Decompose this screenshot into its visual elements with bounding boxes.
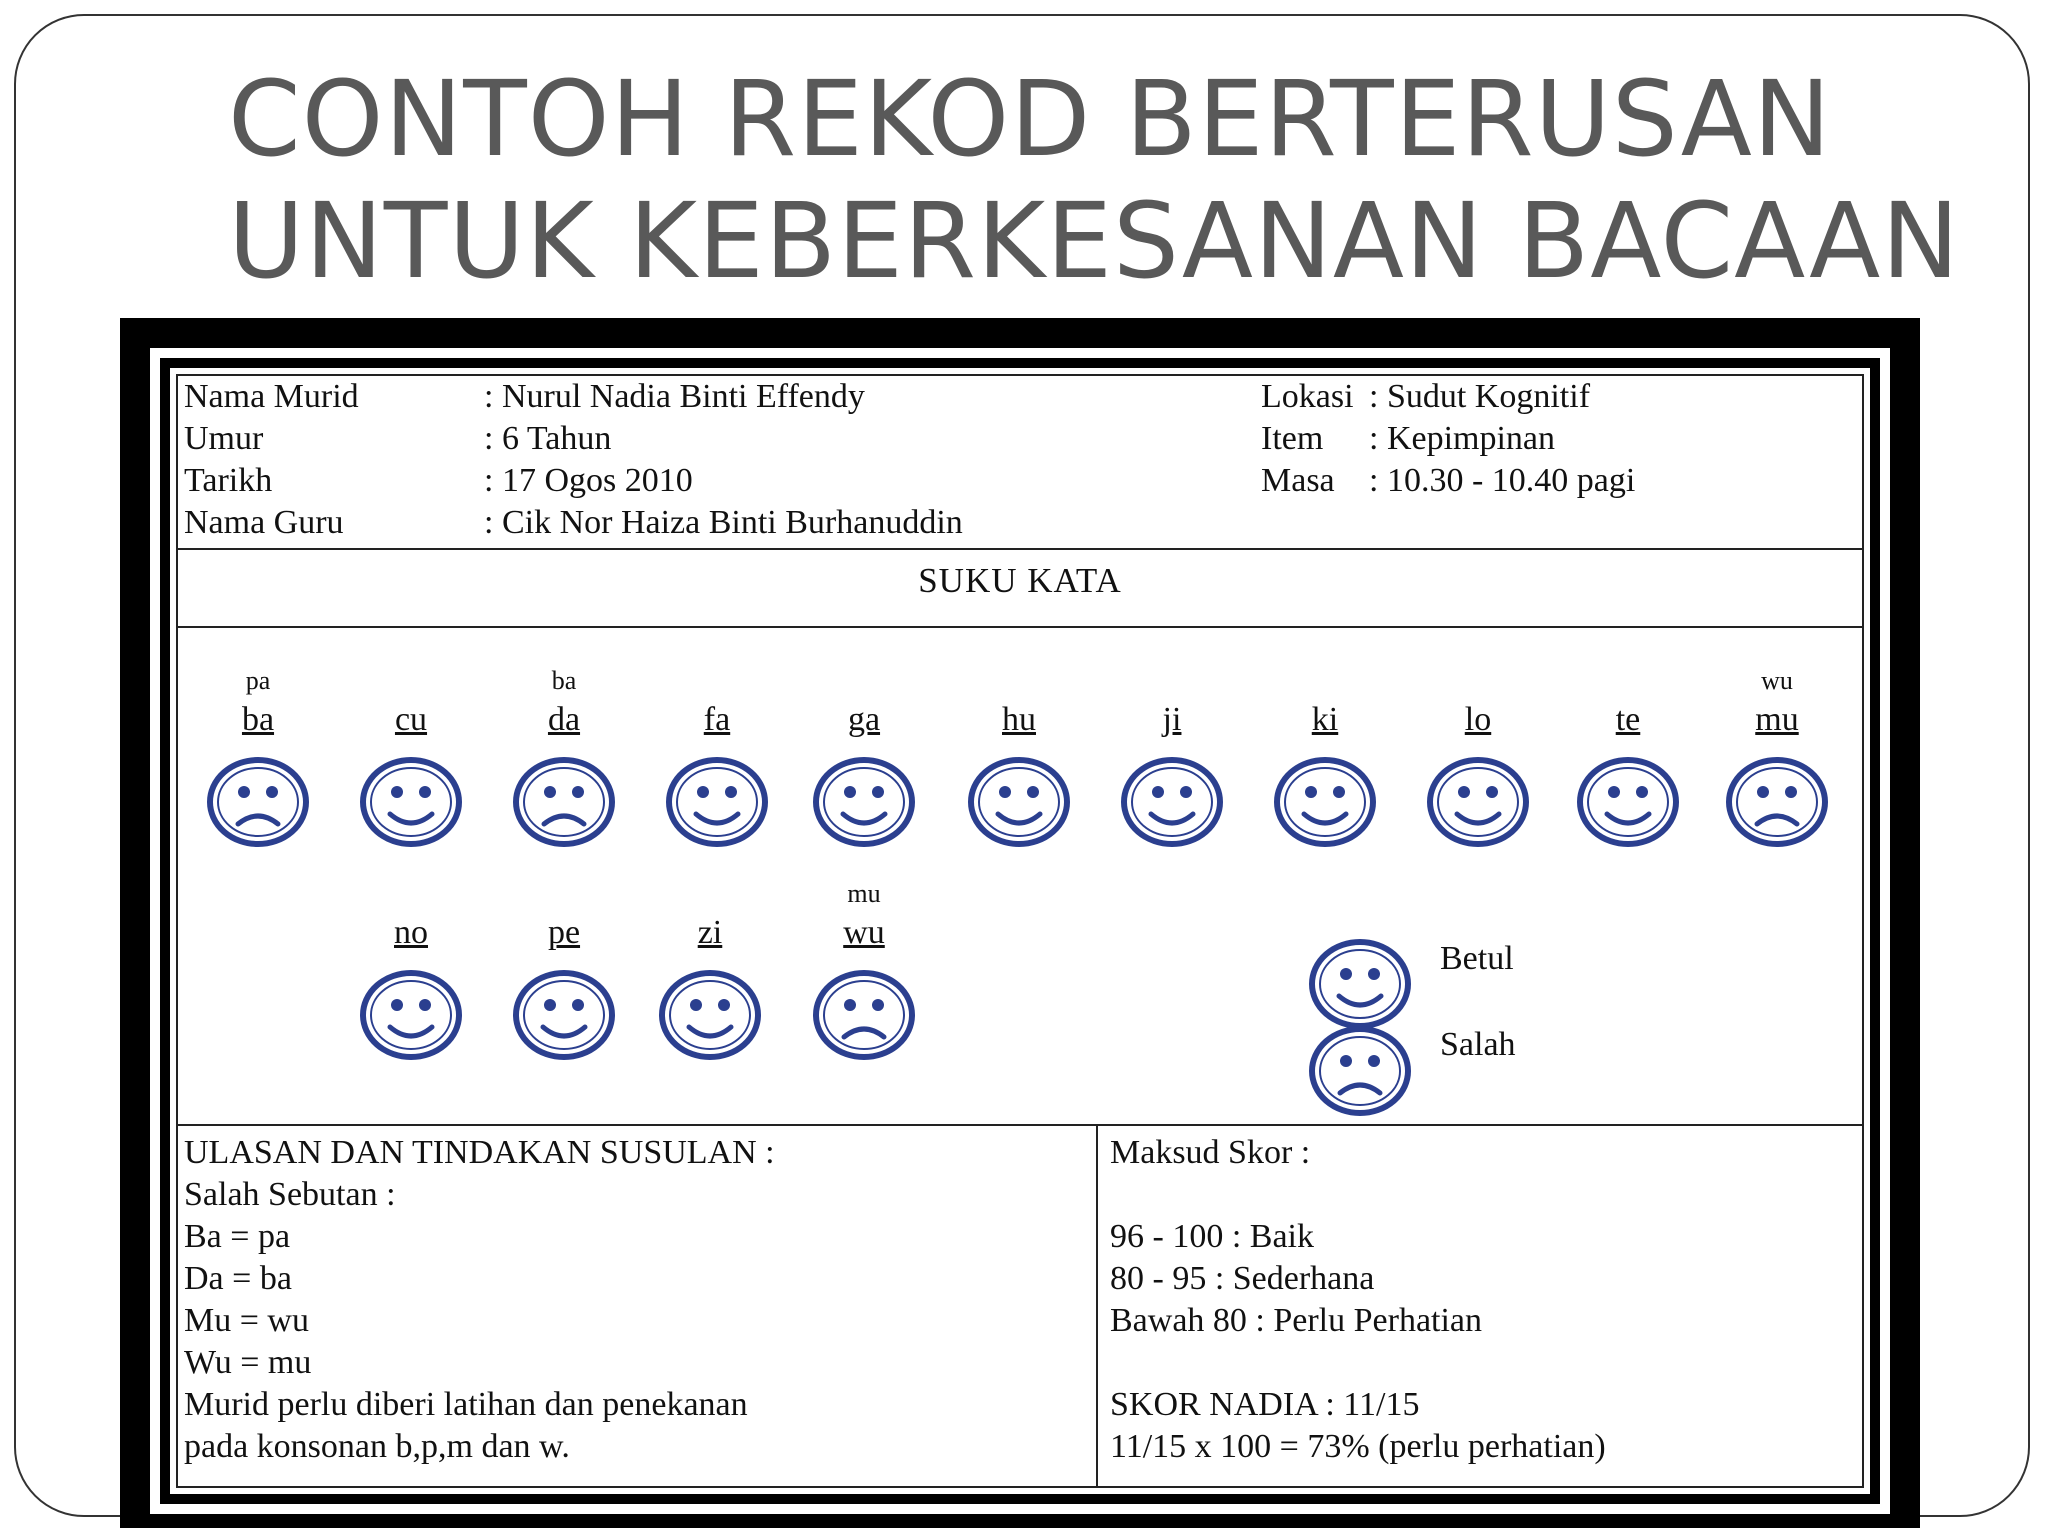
smiley-face-icon bbox=[1306, 934, 1414, 1034]
section-title: SUKU KATA bbox=[918, 561, 1122, 600]
divider bbox=[178, 548, 1862, 550]
syllable-text: da bbox=[547, 701, 581, 738]
smiley-face-icon bbox=[965, 752, 1073, 852]
score-range: Bawah 80 : Perlu Perhatian bbox=[1110, 1302, 1483, 1339]
info-label: Lokasi bbox=[1261, 378, 1354, 415]
title-line-1: CONTOH REKOD BERTERUSAN bbox=[228, 58, 1832, 180]
smiley-face-icon bbox=[810, 752, 918, 852]
syllable-text: ga bbox=[847, 701, 881, 738]
record-sheet bbox=[170, 368, 1870, 1494]
smiley-face-icon bbox=[663, 752, 771, 852]
syllable-text: wu bbox=[843, 914, 885, 951]
smiley-face-icon bbox=[656, 965, 764, 1065]
info-label: Nama Guru bbox=[184, 504, 344, 541]
review-line: pada konsonan b,p,m dan w. bbox=[184, 1428, 570, 1465]
score-result: SKOR NADIA : 11/15 bbox=[1110, 1386, 1420, 1423]
legend-betul-label: Betul bbox=[1440, 940, 1514, 977]
smiley-face-icon bbox=[1424, 752, 1532, 852]
syllable-text: ba bbox=[241, 701, 275, 738]
syllable-text: pe bbox=[547, 914, 581, 951]
smiley-face-icon bbox=[1118, 752, 1226, 852]
sad-face-icon bbox=[810, 965, 918, 1065]
review-heading: ULASAN DAN TINDAKAN SUSULAN : bbox=[184, 1134, 775, 1171]
title-line-2: UNTUK KEBERKESANAN BACAAN bbox=[228, 180, 1961, 302]
info-label: Tarikh bbox=[184, 462, 273, 499]
review-line: Da = ba bbox=[184, 1260, 292, 1297]
syllable-text: cu bbox=[394, 701, 428, 738]
smiley-face-icon bbox=[1574, 752, 1682, 852]
smiley-face-icon bbox=[357, 752, 465, 852]
sad-face-icon bbox=[1723, 752, 1831, 852]
score-calculation: 11/15 x 100 = 73% (perlu perhatian) bbox=[1110, 1428, 1606, 1465]
syllable-correction-note: mu bbox=[847, 879, 881, 908]
smiley-face-icon bbox=[1271, 752, 1379, 852]
score-range: 80 - 95 : Sederhana bbox=[1110, 1260, 1375, 1297]
info-value: : 10.30 - 10.40 pagi bbox=[1369, 462, 1636, 499]
sad-face-icon bbox=[510, 752, 618, 852]
syllable-text: no bbox=[394, 914, 428, 951]
syllable-text: lo bbox=[1464, 701, 1492, 738]
syllable-text: hu bbox=[1002, 701, 1036, 738]
divider bbox=[178, 1124, 1862, 1126]
review-line: Ba = pa bbox=[184, 1218, 291, 1255]
syllable-correction-note: wu bbox=[1761, 666, 1793, 695]
sad-face-icon bbox=[204, 752, 312, 852]
info-value: : 17 Ogos 2010 bbox=[484, 462, 693, 499]
syllable-correction-note: ba bbox=[551, 666, 577, 695]
info-value: : Cik Nor Haiza Binti Burhanuddin bbox=[484, 504, 963, 541]
review-line: Wu = mu bbox=[184, 1344, 312, 1381]
score-heading: Maksud Skor : bbox=[1110, 1134, 1311, 1171]
sad-face-icon bbox=[1306, 1021, 1414, 1121]
syllable-text: zi bbox=[697, 914, 723, 951]
info-label: Item bbox=[1261, 420, 1324, 457]
info-label: Nama Murid bbox=[184, 378, 359, 415]
record-image-frame bbox=[120, 318, 1920, 1528]
legend-salah-label: Salah bbox=[1440, 1026, 1516, 1063]
syllable-text: te bbox=[1615, 701, 1641, 738]
divider bbox=[1096, 1124, 1098, 1486]
score-range: 96 - 100 : Baik bbox=[1110, 1218, 1314, 1255]
review-line: Salah Sebutan : bbox=[184, 1176, 396, 1213]
smiley-face-icon bbox=[510, 965, 618, 1065]
info-value: : Kepimpinan bbox=[1369, 420, 1556, 457]
info-label: Umur bbox=[184, 420, 264, 457]
info-label: Masa bbox=[1261, 462, 1335, 499]
info-value: : Sudut Kognitif bbox=[1369, 378, 1591, 415]
slide-title bbox=[228, 58, 1960, 302]
syllable-correction-note: pa bbox=[245, 666, 271, 695]
review-line: Mu = wu bbox=[184, 1302, 309, 1339]
syllable-text: fa bbox=[703, 701, 731, 738]
divider bbox=[178, 626, 1862, 628]
syllable-text: ji bbox=[1162, 701, 1182, 738]
info-value: : Nurul Nadia Binti Effendy bbox=[484, 378, 865, 415]
smiley-face-icon bbox=[357, 965, 465, 1065]
syllable-text: ki bbox=[1311, 701, 1339, 738]
review-line: Murid perlu diberi latihan dan penekanan bbox=[184, 1386, 748, 1423]
info-value: : 6 Tahun bbox=[484, 420, 612, 457]
syllable-text: mu bbox=[1755, 701, 1799, 738]
